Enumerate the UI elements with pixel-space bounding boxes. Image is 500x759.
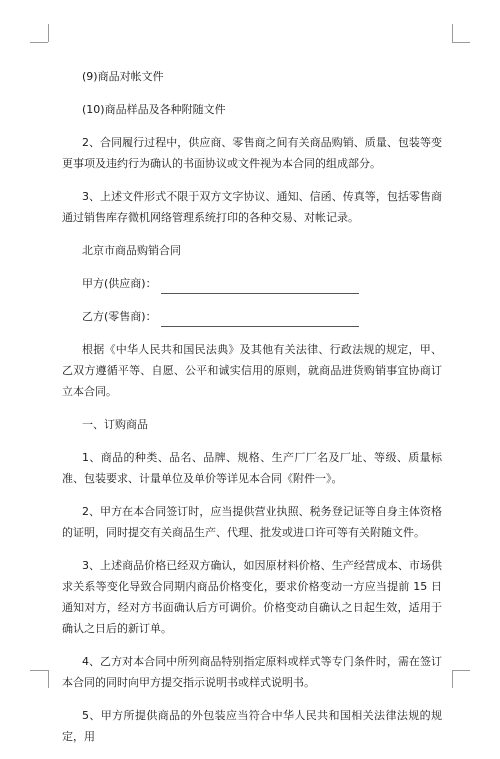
crop-mark-bottom-right-h: [452, 670, 470, 671]
list-item-9: (9)商品对帐文件: [82, 70, 164, 83]
party-a-line: [62, 273, 442, 294]
crop-mark-bottom-right-v: [452, 670, 453, 688]
section-heading: 一、订购商品: [82, 418, 148, 431]
party-a-label: 甲方(供应商)：: [82, 277, 157, 290]
party-a-blank[interactable]: [161, 279, 359, 294]
party-b-label: 乙方(零售商)：: [82, 310, 157, 323]
crop-mark-bottom-left-h: [30, 670, 48, 671]
preamble: 根据《中华人民共和国民法典》及其他有关法律、行政法规的规定，甲、乙双方遵循平等、自愿、公平和诚实信用的原则，就商品进货购销事宜协商订立本合同。: [62, 343, 442, 398]
section-clause-3: 3、上述商品价格已经双方确认，如因原材料价格、生产经营成本、市场供求关系等变化导致合同期内商品价格变化，要求价格变动一方应当提前 15 日通知对方，经对方书面确认后方可调价。价格变动自确认之日起生效，适用于确认之日后的新订单。: [62, 559, 442, 635]
section-clause-4: 4、乙方对本合同中所列商品特别指定原料或样式等专门条件时，需在签订本合同的同时向甲方提交指示说明书或样式说明书。: [62, 655, 442, 689]
contract-title: 北京市商品购销合同: [82, 244, 181, 257]
crop-mark-bottom-left-v: [48, 670, 49, 688]
crop-mark-top-right-v: [452, 24, 453, 42]
section-clause-1: 1、商品的种类、品名、品牌、规格、生产厂厂名及厂址、等级、质量标准、包装要求、计量单位及单价等详见本合同《附件一》。: [62, 451, 442, 485]
party-b-line: [62, 306, 442, 327]
section-clause-5: 5、甲方所提供商品的外包装应当符合中华人民共和国相关法律法规的规定，用: [62, 709, 442, 743]
document-body: [62, 66, 442, 759]
crop-mark-top-right-h: [452, 42, 470, 43]
clause-3: 3、上述文件形式不限于双方文字协议、通知、信函、传真等，包括零售商通过销售库存微机网络管理系统打印的各种交易、对帐记录。: [62, 190, 442, 224]
party-b-blank[interactable]: [161, 312, 359, 327]
crop-mark-top-left-v: [48, 24, 49, 42]
clause-2: 2、合同履行过程中，供应商、零售商之间有关商品购销、质量、包装等变更事项及违约行为确认的书面协议或文件视为本合同的组成部分。: [62, 136, 442, 170]
list-item-10: (10)商品样品及各种附随文件: [82, 103, 226, 116]
section-clause-2: 2、甲方在本合同签订时，应当提供营业执照、税务登记证等自身主体资格的证明，同时提交有关商品生产、代理、批发或进口许可等有关附随文件。: [62, 505, 442, 539]
crop-mark-top-left-h: [30, 42, 48, 43]
